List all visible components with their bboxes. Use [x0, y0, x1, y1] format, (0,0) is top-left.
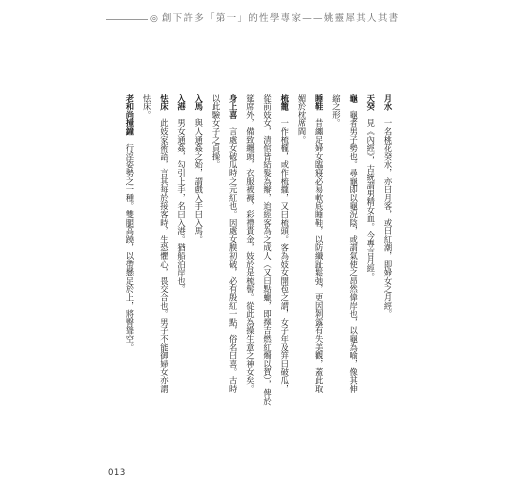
- glossary-term: 月水: [383, 94, 393, 111]
- glossary-term: 龜: [348, 94, 359, 103]
- glossary-column: [190, 94, 207, 424]
- header-rule: [106, 19, 148, 20]
- glossary-column: [362, 94, 379, 424]
- glossary-term: 怯床: [159, 94, 170, 111]
- glossary-term: 老和尚撞鐘: [124, 94, 135, 136]
- definition-text: 男女通姦，勾引上手，名曰入港。猶船泊岸也。: [176, 118, 187, 294]
- definition-text: 行淫姿勢之一種。雙腿高蹺，以帶懸足於上，將臀聳空。: [124, 143, 135, 352]
- glossary-term: 入馬: [193, 94, 204, 111]
- definition-text: 言處女破瓜時之元紅也。因處女膜初破，必有殷紅一點，俗名曰喜。古時: [228, 127, 239, 393]
- definition-text: 昔纏足婦女臨寢必易軟底睡鞋，以防纖趾鬆弛，更因剝露有失美觀，蓋此取: [314, 118, 325, 393]
- glossary-column: [310, 94, 327, 424]
- definition-text: 與人通姦之始，謂戲入手曰入馬。: [193, 118, 204, 244]
- glossary-column: [121, 94, 138, 424]
- page-number: 013: [108, 468, 126, 478]
- definition-text: 一名桃花癸水，亦曰月客，或曰紅潮，即婦女之月經。: [383, 118, 393, 319]
- glossary-term: 梳籠: [279, 94, 290, 111]
- glossary-term: 身上喜: [228, 94, 239, 119]
- header-ornament-icon: ◎: [150, 14, 158, 24]
- definition-text: 龜者男子勢也。尋龜即以龜況陰，或謂氣使之昂然偉岸也，以龜為喻，像其伸: [348, 110, 359, 393]
- glossary-column: [276, 94, 293, 424]
- running-header: [106, 11, 399, 27]
- glossary-term: 天癸: [365, 94, 376, 111]
- definition-text: 以此驗女子之貞操。: [210, 94, 221, 169]
- glossary-column-continued: [258, 94, 275, 424]
- glossary-column-continued: [207, 94, 224, 424]
- glossary-column-continued: [241, 94, 258, 424]
- definition-text: 縮之形。: [331, 94, 342, 128]
- glossary-column: [155, 94, 172, 424]
- glossary-column: [344, 94, 361, 424]
- glossary-text-block: [121, 94, 396, 424]
- definition-text: 筵席外，備致纏頭，衣服被褥，彩禮貴金，妓於是梳髻。從此為操生意之神女矣。: [245, 94, 256, 393]
- glossary-column: [379, 94, 396, 424]
- definition-text: 怯床。: [142, 94, 153, 119]
- glossary-term: 睡鞋: [314, 94, 325, 111]
- glossary-column: [224, 94, 241, 424]
- glossary-term: 入港: [176, 94, 187, 111]
- definition-text: 媚於枕席間。: [296, 94, 307, 144]
- header-title: 創下許多「第一」的性學專家——姚靈犀其人其書: [161, 13, 400, 24]
- glossary-column-continued: [327, 94, 344, 424]
- glossary-column-continued: [293, 94, 310, 424]
- definition-text: 見《內經》，古統謂男精女血。今專言月經。: [365, 118, 376, 281]
- glossary-column-continued: [138, 94, 155, 424]
- definition-text: 從前妓女，清倌皆結髮為辮，迨經客為之成人（又曰點蠟，即擇吉燃紅燭以賀），俾於: [262, 94, 273, 406]
- definition-text: 一作梳櫳，或作梳攏，又曰梳頭。客為妓女開苞之謂，女子年及笄曰破瓜，: [279, 118, 290, 393]
- definition-text: 此妓家術語，言其每於接客時，生恐懼心，畏交合也。男子不能御婦女亦謂: [159, 118, 170, 393]
- glossary-column: [172, 94, 189, 424]
